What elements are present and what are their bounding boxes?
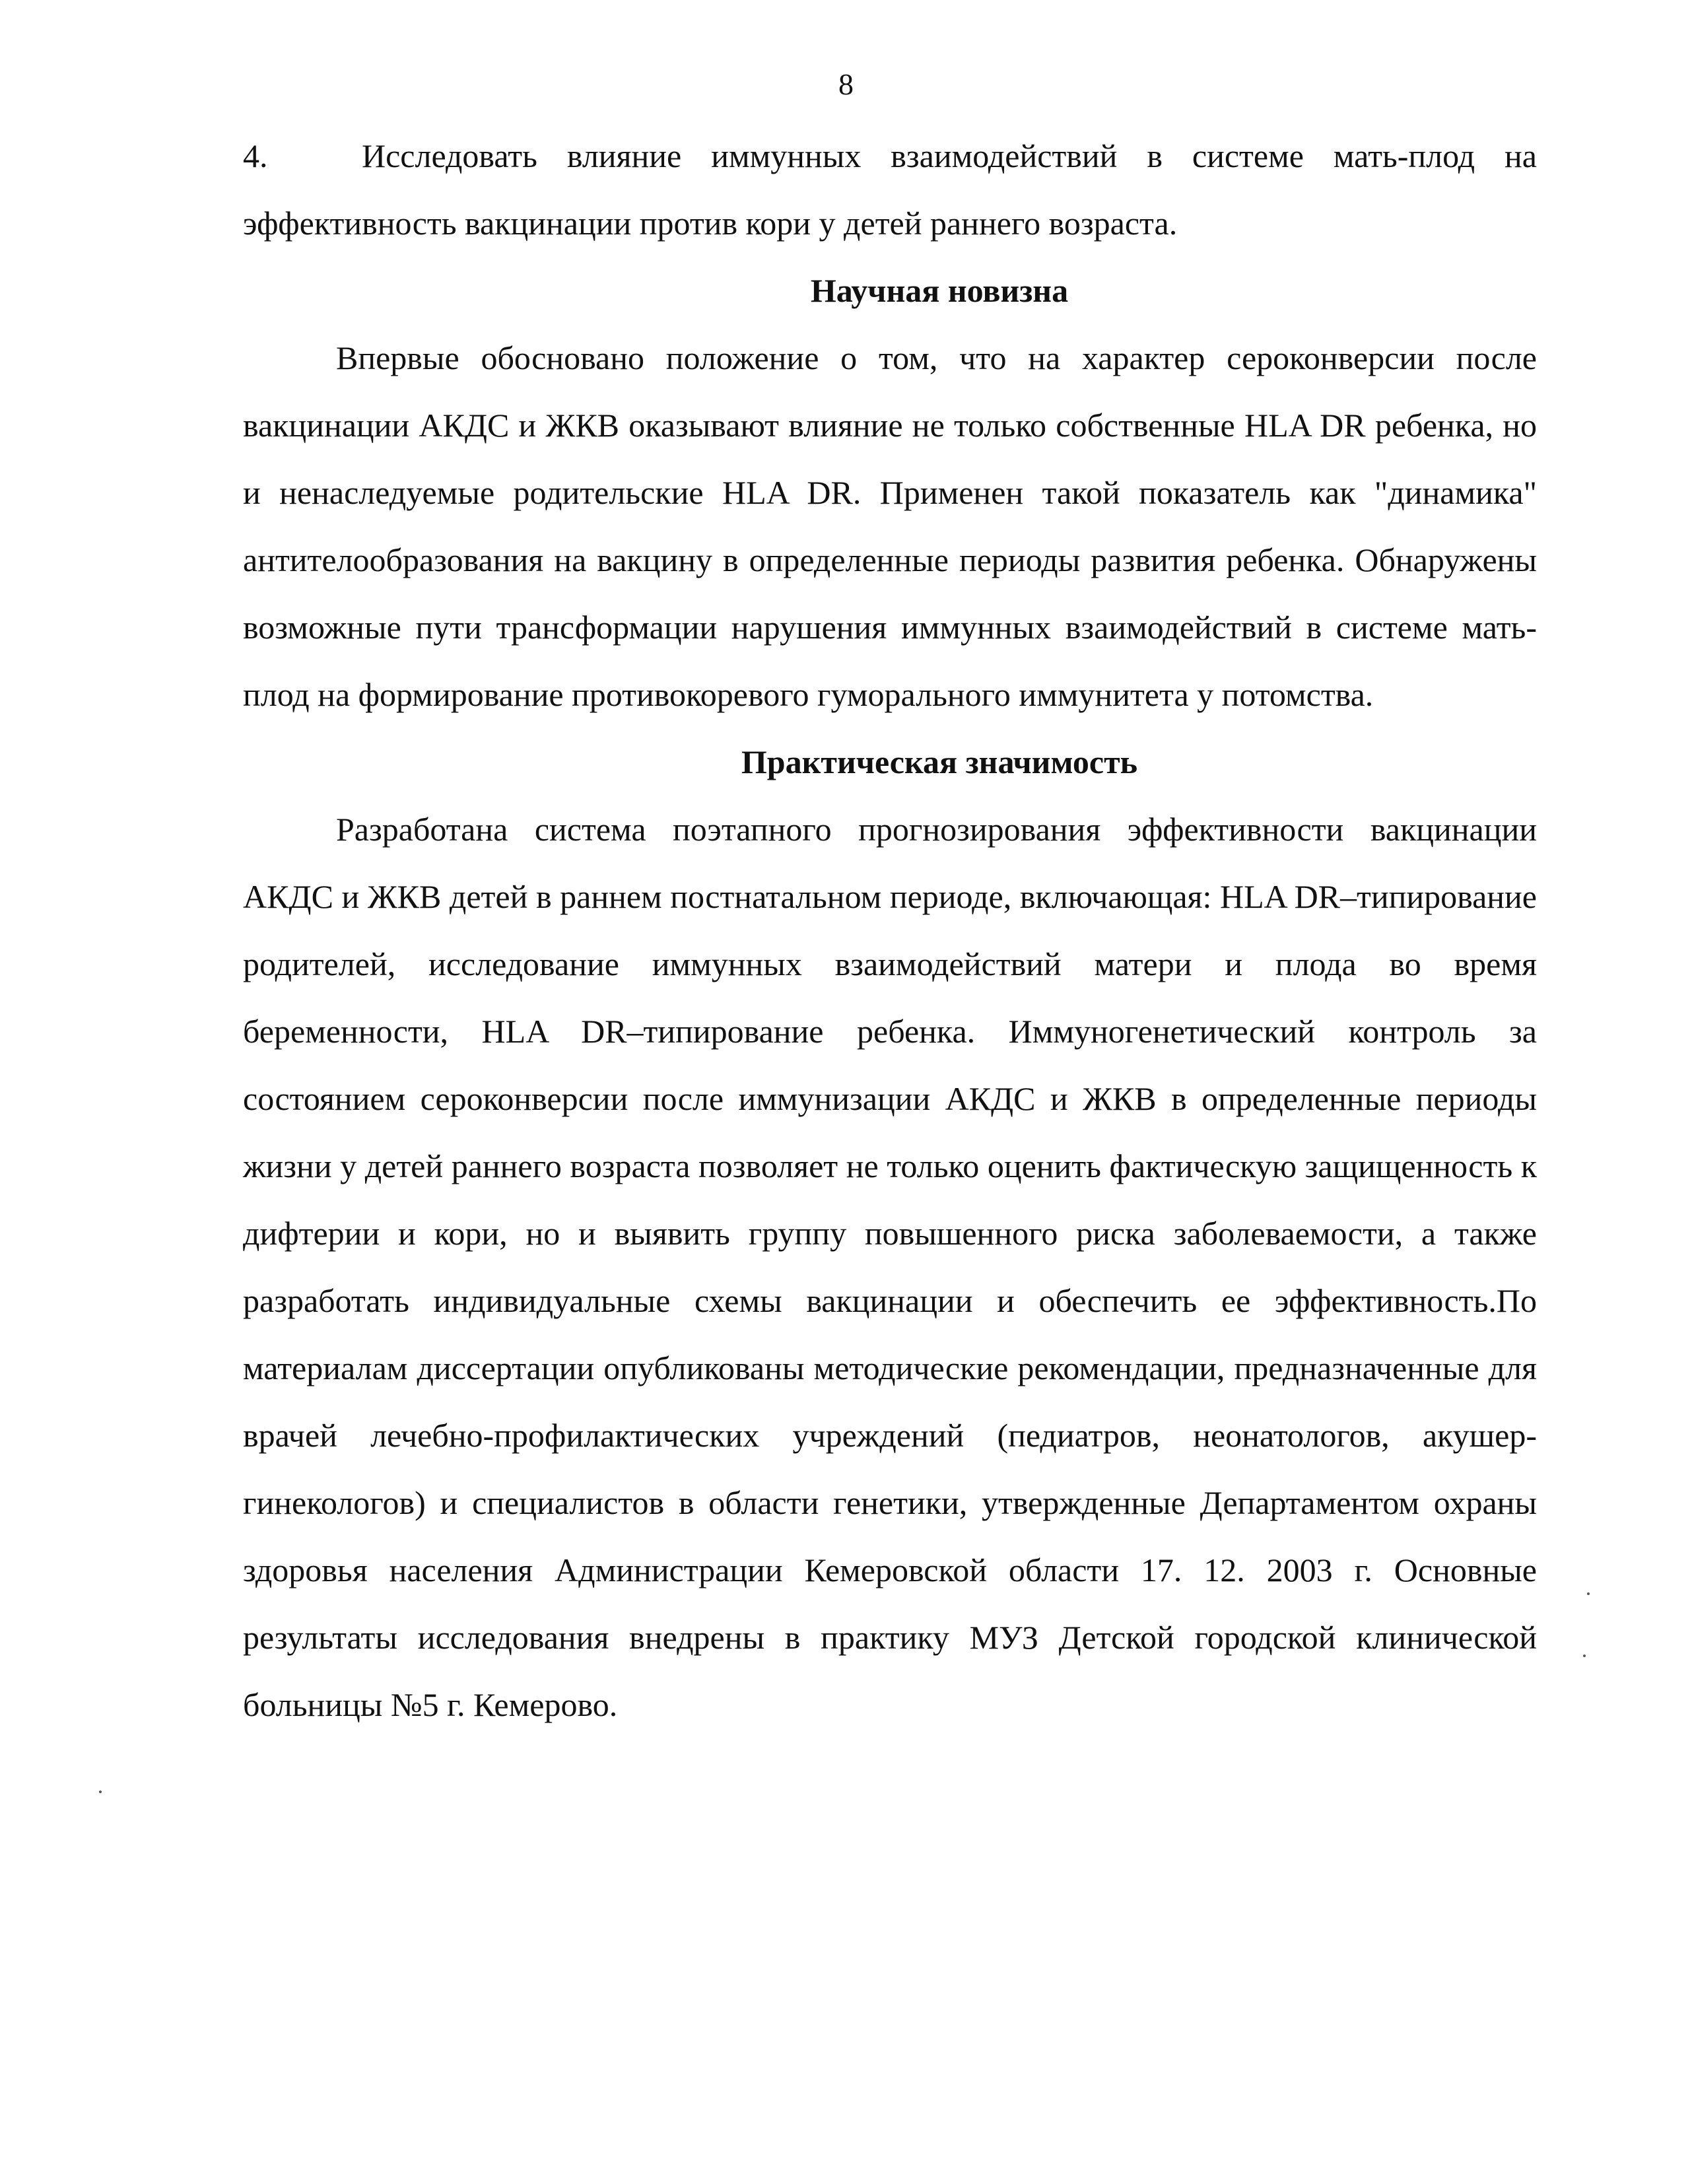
novelty-heading: Научная новизна	[810, 272, 1069, 309]
practical-heading: Практическая значимость	[741, 743, 1138, 780]
page-number: 8	[838, 67, 854, 101]
practical-paragraph: Разработана система поэтапного прогнозирования эффективности вакцинации АКДС и ЖКВ детей в раннем постнатальном периоде, включающая: HLA DR–типирование родителей, исследование иммунных взаимодействий матери и плода во время беременности, HLA DR–типирование ребенка. Иммуногенетический контроль за состоянием сероконверсии после иммунизации АКДС и ЖКВ в определенные периоды жизни у детей раннего возраста позволяет не только оценить фактическую защищенность к дифтерии и кори, но и выявить группу повышенного риска заболеваемости, а также разработать индивидуальные схемы вакцинации и обеспечить ее эффективность.По материалам диссертации опубликованы методические рекомендации, предназначенные для врачей лечебно-профилактических учреждений (педиатров, неонатологов, акушер-гинекологов) и специалистов в области генетики, утвержденные Департаментом охраны здоровья населения Администрации Кемеровской области 17. 12. 2003 г. Основные результаты исследования внедрены в практику МУЗ Детской городской клинической больницы №5 г. Кемерово.	[243, 811, 1537, 1723]
scan-speck	[1587, 1592, 1590, 1595]
scan-speck	[99, 1791, 102, 1793]
page-body	[243, 122, 1537, 1738]
task-item-4	[243, 122, 1537, 257]
task-item-number: 4.	[243, 137, 268, 174]
novelty-paragraph: Впервые обосновано положение о том, что на характер сероконверсии после вакцинации АКДС и ЖКВ оказывают влияние не только собственные HLA DR ребенка, но и ненаследуемые родительские HLA DR. Применен такой показатель как "динамика" антителообразования на вакцину в определенные периоды развития ребенка. Обнаружены возможные пути трансформации нарушения иммунных взаимодействий в системе мать-плод на формирование противокоревого гуморального иммунитета у потомства.	[243, 339, 1537, 713]
scan-speck	[1583, 1655, 1586, 1657]
task-item-text: Исследовать влияние иммунных взаимодействий в системе мать-плод на эффективность вакцинации против кори у детей раннего возраста.	[243, 137, 1537, 242]
